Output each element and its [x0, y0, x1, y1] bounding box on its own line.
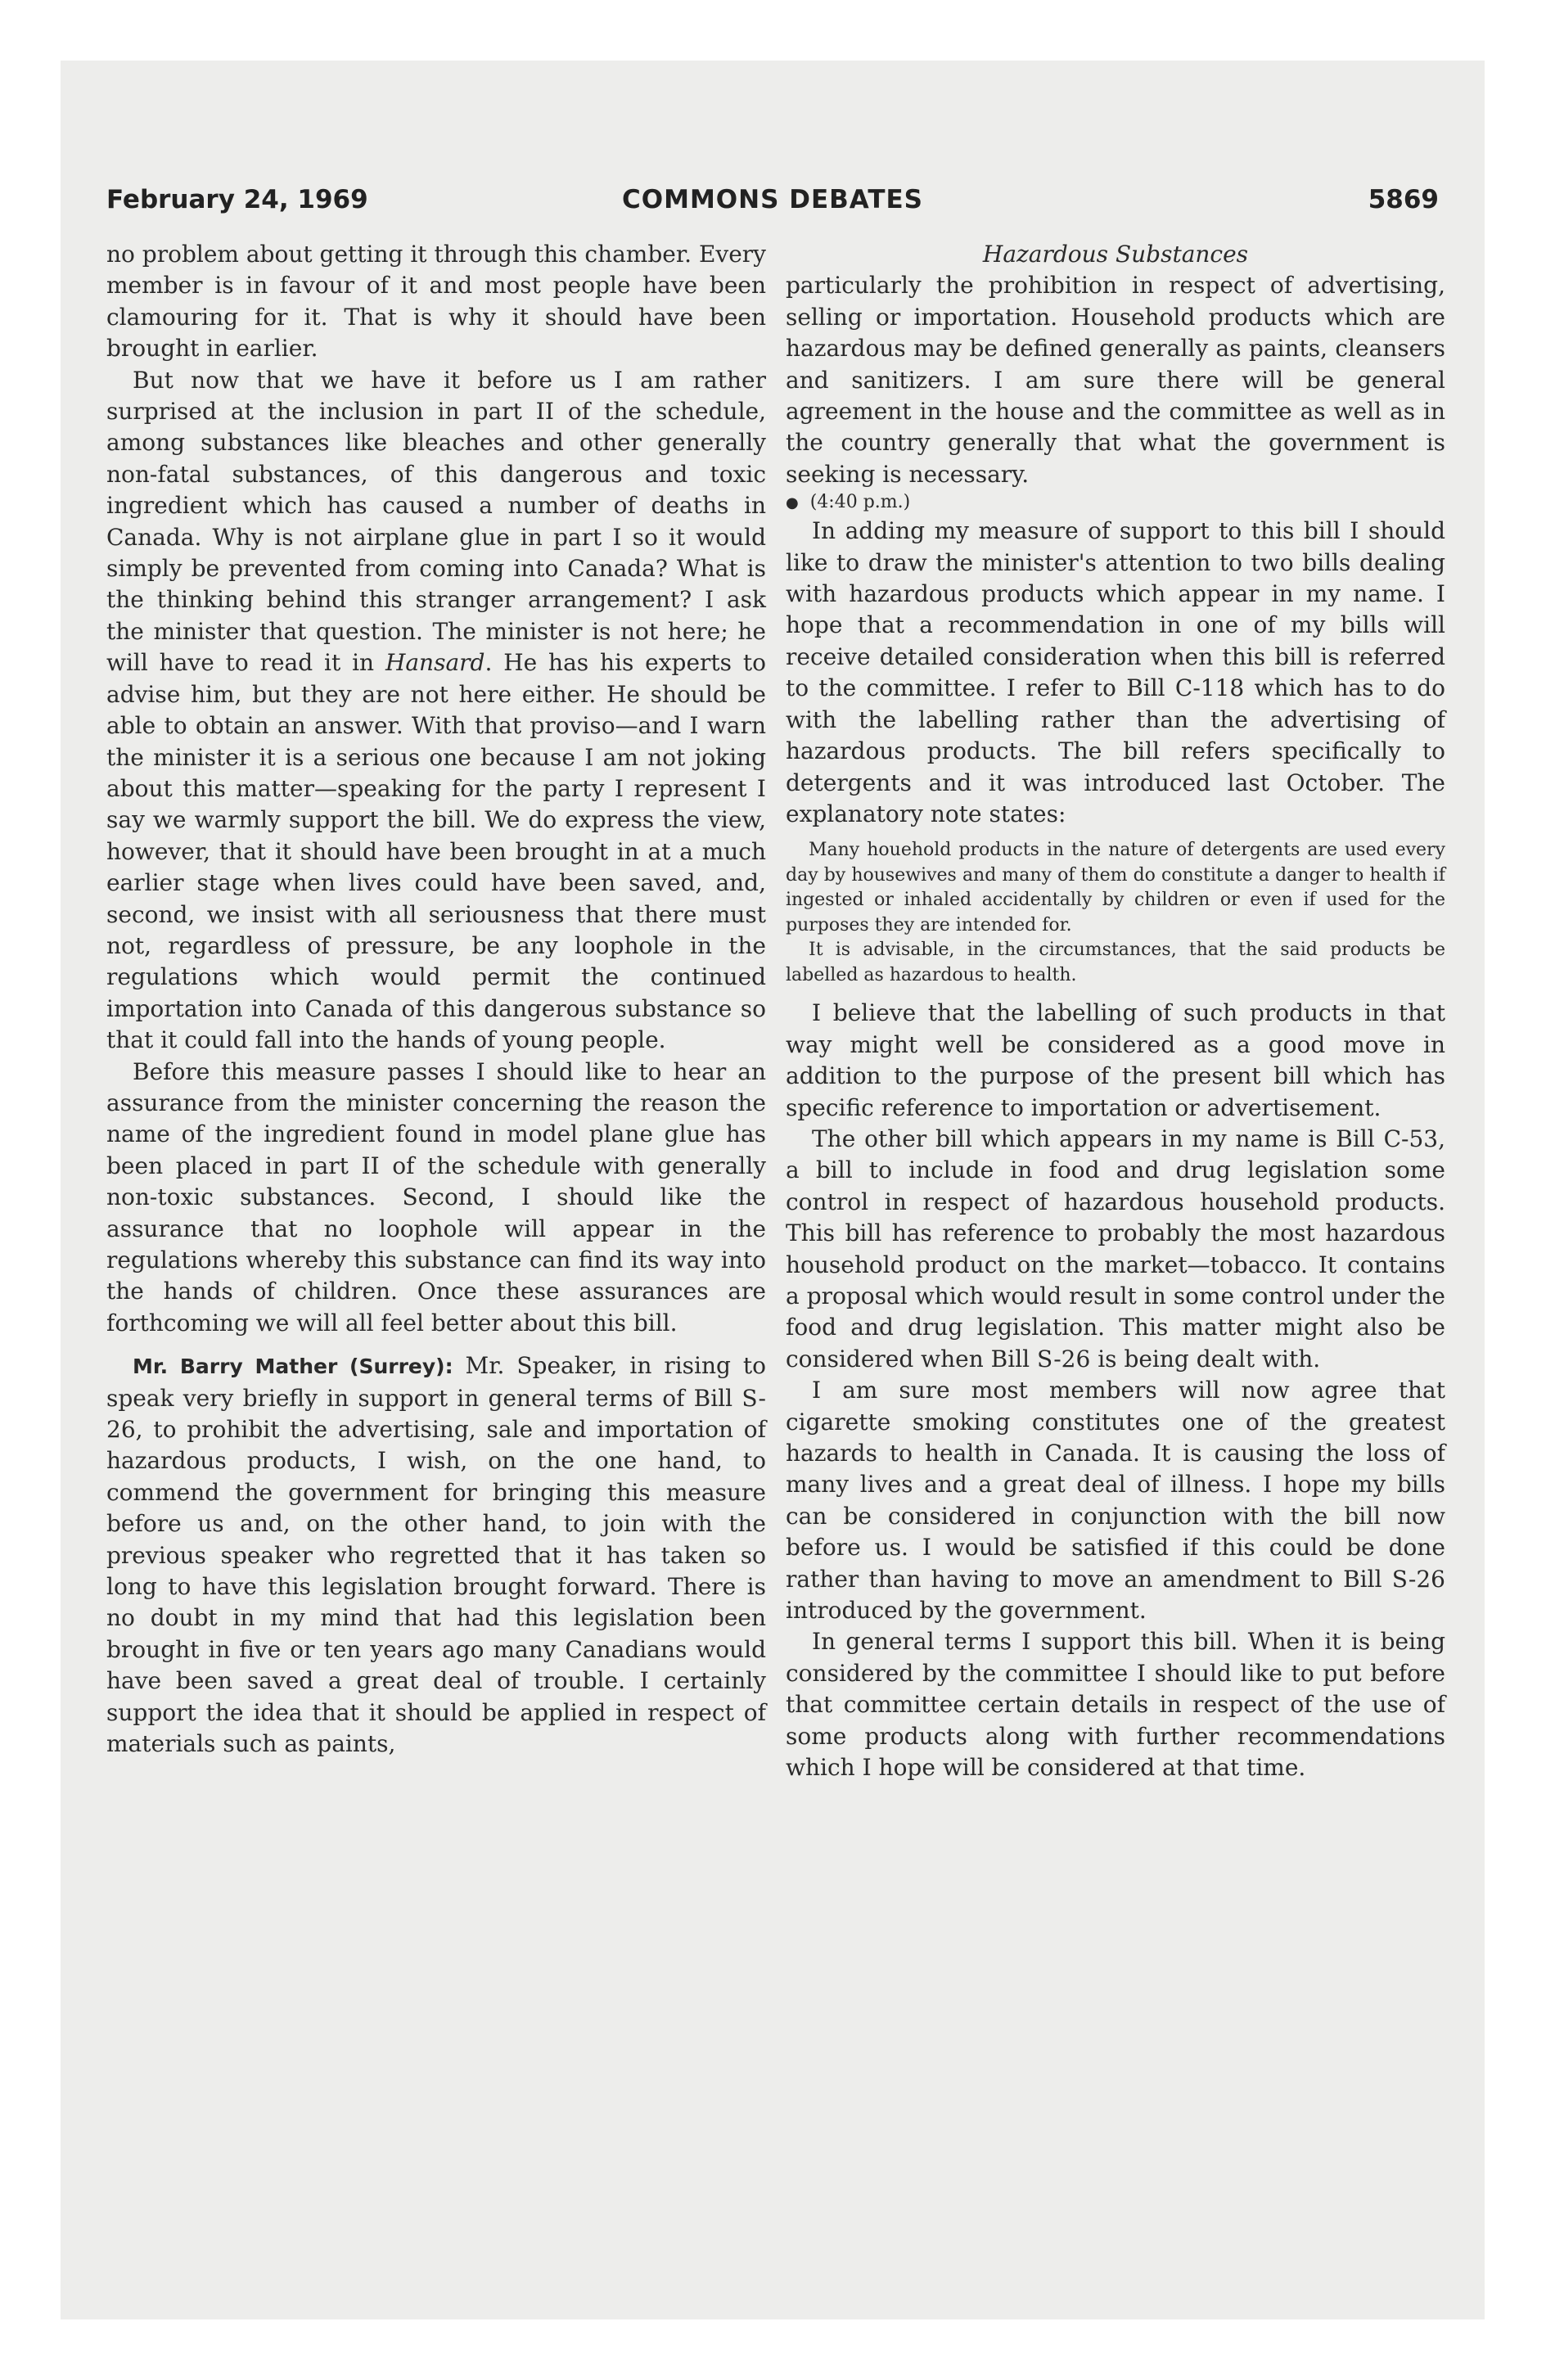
page-header [106, 185, 1439, 221]
paragraph: But now that we have it before us I am rather surprised at the inclusion in part II of the schedule, among substances like bleaches and other generally non-fatal substances, of this dangerous and toxic ingredient which has caused a number of deaths in Canada. Why is not airplane glue in part I so it would simply be prevented from coming into Canada? What is the thinking behind this stranger arrangement? I ask the minister that question. The minister is not here; he will have to read it in Hansard. He has his experts to advise him, but they are not here either. He should be able to obtain an answer. With that proviso—and I warn the minister it is a serious one because I am not joking about this matter—speaking for the party I represent I say we warmly support the bill. We do express the view, however, that it should have been brought in at a much earlier stage when lives could have been saved, and, second, we insist with all seriousness that there must not, regardless of pressure, be any loophole in the regulations which would permit the continued importation into Canada of this dangerous substance so that it could fall into the hands of young people. [106, 366, 767, 1054]
paragraph: The other bill which appears in my name is Bill C-53, a bill to include in food and drug legislation some control in respect of hazardous household products. This bill has reference to probably the most hazardous household product on the market—tobacco. It contains a proposal which would result in some control under the food and drug legislation. This matter might also be considered when Bill S-26 is being dealt with. [786, 1125, 1445, 1373]
paragraph: In general terms I support this bill. When it is being considered by the committee I should like to put before that committee certain details in respect of the use of some products along with further recommendations which I hope will be considered at that time. [786, 1628, 1445, 1782]
hansard-reference: Hansard [385, 649, 485, 677]
block-quote [786, 838, 1445, 988]
speaker-name: Mr. Barry Mather (Surrey): [133, 1355, 453, 1379]
subject-heading: Hazardous Substances [982, 241, 1249, 268]
header-date: February 24, 1969 [106, 185, 368, 214]
bullet-icon: ● [786, 494, 799, 512]
header-page-number: 5869 [1368, 185, 1439, 214]
paragraph: I believe that the labelling of such products in that way might well be considered as a good move in addition to the purpose of the present bill which has specific reference to importation or advertisement. [786, 999, 1445, 1121]
paragraph: no problem about getting it through this chamber. Every member is in favour of it and most people have been clamouring for it. That is why it should have been brought in earlier. [106, 241, 766, 363]
speech-paragraph: Mr. Barry Mather (Surrey): Mr. Speaker, in rising to speak very briefly in support in general terms of Bill S-26, to prohibit the advertising, sale and importation of hazardous products, I wish, on the one hand, to commend the government for bringing this measure before us and, on the other hand, to join with the previous speaker who regretted that it has taken so long to have this legislation brought forward. There is no doubt in my mind that had this legislation been brought in five or ten years ago many Canadians would have been saved a great deal of trouble. I certainly support the idea that it should be applied in respect of materials such as paints, [106, 1352, 766, 1758]
left-column [106, 239, 766, 1760]
paragraph: Before this measure passes I should like to hear an assurance from the minister concerning the reason the name of the ingredient found in model plane glue has been placed in part II of the schedule with generally non-toxic substances. Second, I should like the assurance that no loophole will appear in the regulations whereby this substance can find its way into the hands of children. Once these assurances are forthcoming we will all feel better about this bill. [106, 1057, 766, 1336]
right-column [786, 239, 1445, 1783]
timestamp: ● (4:40 p.m.) [786, 492, 911, 513]
paragraph: particularly the prohibition in respect of advertising, selling or importation. Household products which are hazardous may be defined generally as paints, cleansers and sanitizers. I am sure there will be general agreement in the house and the committee as well as in the country generally that what the government is seeking is necessary. [786, 272, 1445, 488]
header-publication: COMMONS DEBATES [622, 185, 923, 214]
quote-paragraph: It is advisable, in the circumstances, that the said products be labelled as hazardous to health. [786, 940, 1445, 985]
paragraph: In adding my measure of support to this bill I should like to draw the minister's attention to two bills dealing with hazardous products which appear in my name. I hope that a recommendation in one of my bills will receive detailed consideration when this bill is referred to the committee. I refer to Bill C-118 which has to do with the labelling rather than the advertising of hazardous products. The bill refers specifically to detergents and it was introduced last October. The explanatory note states: [786, 517, 1445, 827]
quote-paragraph: Many houehold products in the nature of detergents are used every day by housewives and many of them do constitute a danger to health if ingested or inhaled accidentally by children or even if used for the purposes they are intended for. [786, 840, 1445, 935]
paragraph: I am sure most members will now agree that cigarette smoking constitutes one of the greatest hazards to health in Canada. It is causing the loss of many lives and a great deal of illness. I hope my bills can be considered in conjunction with the bill now before us. I would be satisfied if this could be done rather than having to move an amendment to Bill S-26 introduced by the government. [786, 1377, 1445, 1625]
